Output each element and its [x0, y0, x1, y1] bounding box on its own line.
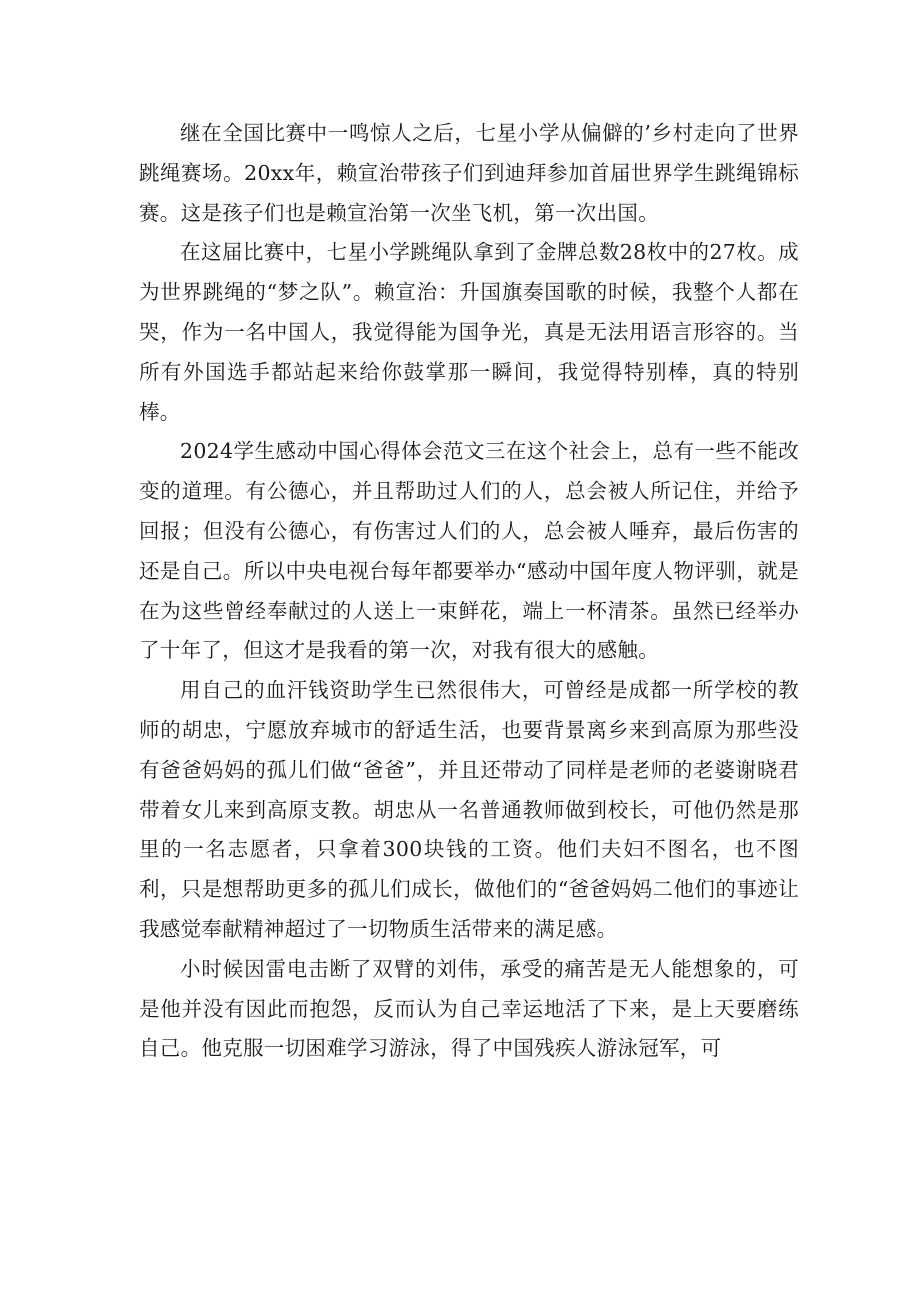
- paragraph-3: 2024学生感动中国心得体会范文三在这个社会上，总有一些不能改变的道理。有公德心，并且帮助过人们的人，总会被人所记住，并给予回报；但没有公德心，有伤害过人们的人，总会被人唾弃，最后伤害的还是自己。所以中央电视台每年都要举办“感动中国年度人物评驯，就是在为这些曾经奉献过的人送上一束鲜花，端上一杯清茶。虽然已经举办了十年了，但这才是我看的第一次，对我有很大的感触。: [139, 439, 799, 663]
- paragraph-5: 小时候因雷电击断了双臂的刘伟，承受的痛苦是无人能想象的，可是他并没有因此而抱怨，反而认为自己幸运地活了下来，是上天要磨练自己。他克服一切困难学习游泳，得了中国残疾人游泳冠军，可: [139, 956, 799, 1061]
- document-body: [139, 114, 799, 1069]
- paragraph-2: 在这届比赛中，七星小学跳绳队拿到了金牌总数28枚中的27枚。成为世界跳绳的“梦之队”。赖宣治：升国旗奏国歌的时候，我整个人都在哭，作为一名中国人，我觉得能为国争光，真是无法用语言形容的。当所有外国选手都站起来给你鼓掌那一瞬间，我觉得特别棒，真的特别棒。: [139, 240, 799, 424]
- paragraph-4: 用自己的血汗钱资助学生已然很伟大，可曾经是成都一所学校的教师的胡忠，宁愿放弃城市的舒适生活，也要背景离乡来到高原为那些没有爸爸妈妈的孤儿们做“爸爸”，并且还带动了同样是老师的老婆谢晓君带着女儿来到高原支教。胡忠从一名普通教师做到校长，可他仍然是那里的一名志愿者，只拿着300块钱的工资。他们夫妇不图名，也不图利，只是想帮助更多的孤儿们成长，做他们的“爸爸妈妈二他们的事迹让我感觉奉献精神超过了一切物质生活带来的满足感。: [139, 678, 799, 941]
- paragraph-1: 继在全国比赛中一鸣惊人之后，七星小学从偏僻的’乡村走向了世界跳绳赛场。20xx年，赖宣治带孩子们到迪拜参加首届世界学生跳绳锦标赛。这是孩子们也是赖宣治第一次坐飞机，第一次出国。: [139, 121, 799, 225]
